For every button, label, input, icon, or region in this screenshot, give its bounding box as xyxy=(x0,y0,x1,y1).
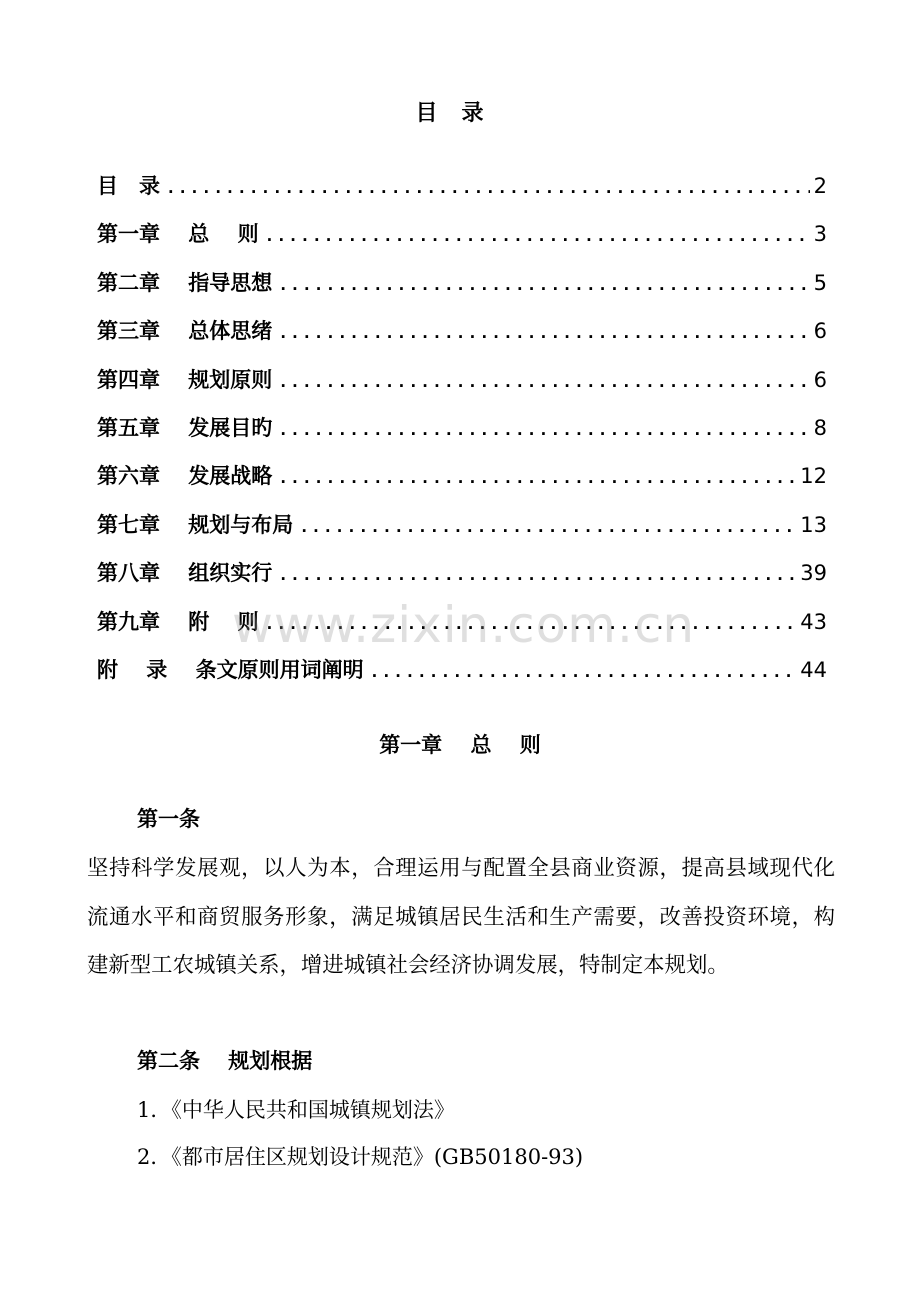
toc-entry-page: 6 xyxy=(813,319,827,344)
toc-leader-dots xyxy=(278,460,796,496)
toc-entry-label: 第九章 附 则 xyxy=(97,609,259,634)
toc-leader-dots xyxy=(278,412,809,448)
toc-entry-page: 3 xyxy=(813,222,827,247)
toc-entry-label: 第七章 规划与布局 xyxy=(97,512,294,537)
chapter-title: 第一章 总 则 xyxy=(379,733,541,757)
toc-leader-dots xyxy=(278,557,796,593)
toc-entry[interactable] xyxy=(97,555,827,603)
article-heading: 第二条 规划根据 xyxy=(137,1049,313,1073)
toc-leader-dots xyxy=(265,218,810,254)
toc-leader-dots xyxy=(278,364,809,400)
toc-entry[interactable] xyxy=(97,265,827,313)
toc-entry[interactable] xyxy=(97,507,827,555)
toc-leader-dots xyxy=(278,315,809,351)
toc-entry[interactable] xyxy=(97,362,827,410)
article-heading: 第一条 xyxy=(137,807,200,831)
toc-entry-label: 目 录 xyxy=(97,174,160,198)
toc-leader-dots xyxy=(278,267,809,303)
toc-entry-page: 8 xyxy=(813,415,827,440)
toc-entry[interactable] xyxy=(97,458,827,506)
toc-entry-label: 第一章 总 则 xyxy=(97,222,259,247)
toc-entry[interactable] xyxy=(97,313,827,361)
article-body-text: 坚持科学发展观，以人为本，合理运用与配置全县商业资源，提高县域现代化流通水平和商贸服务形象，满足城镇居民生活和生产需要，改善投资环境，构建新型工农城镇关系，增进城镇社会经济协调发展，特制定本规划。 xyxy=(87,856,835,979)
toc-entry[interactable] xyxy=(97,652,827,700)
toc-entry-page: 13 xyxy=(800,512,827,537)
toc-entry[interactable] xyxy=(97,216,827,264)
toc-entry-page: 6 xyxy=(813,367,827,392)
toc-leader-dots xyxy=(370,654,797,690)
toc-entry-label: 附 录 条文原则用词阐明 xyxy=(97,657,364,682)
toc-leader-dots xyxy=(265,606,797,642)
toc-entry-page: 12 xyxy=(800,464,827,489)
toc-entry[interactable] xyxy=(97,604,827,652)
toc-entry-label: 第八章 组织实行 xyxy=(97,561,273,586)
toc-leader-dots xyxy=(166,170,810,206)
toc-entry-label: 第六章 发展战略 xyxy=(97,464,273,489)
toc-list xyxy=(97,168,827,700)
toc-entry-page: 5 xyxy=(813,270,827,295)
toc-entry-label: 第五章 发展目旳 xyxy=(97,415,273,440)
toc-entry-page: 2 xyxy=(813,174,827,198)
watermark: www.zixin.com.cn xyxy=(232,596,696,654)
toc-entry-page: 39 xyxy=(800,561,827,586)
toc-entry-label: 第二章 指导思想 xyxy=(97,270,273,295)
toc-heading: 目 录 xyxy=(415,101,485,126)
reference-item: 2．《都市居住区规划设计规范》(GB50180-93) xyxy=(137,1145,584,1169)
toc-entry-page: 43 xyxy=(800,609,827,634)
toc-entry[interactable] xyxy=(97,168,827,216)
toc-entry-page: 44 xyxy=(800,657,827,682)
reference-item: 1．《中华人民共和国城镇规划法》 xyxy=(137,1098,455,1122)
toc-entry[interactable] xyxy=(97,410,827,458)
toc-entry-label: 第三章 总体思绪 xyxy=(97,319,273,344)
toc-leader-dots xyxy=(299,509,796,545)
toc-entry-label: 第四章 规划原则 xyxy=(97,367,273,392)
